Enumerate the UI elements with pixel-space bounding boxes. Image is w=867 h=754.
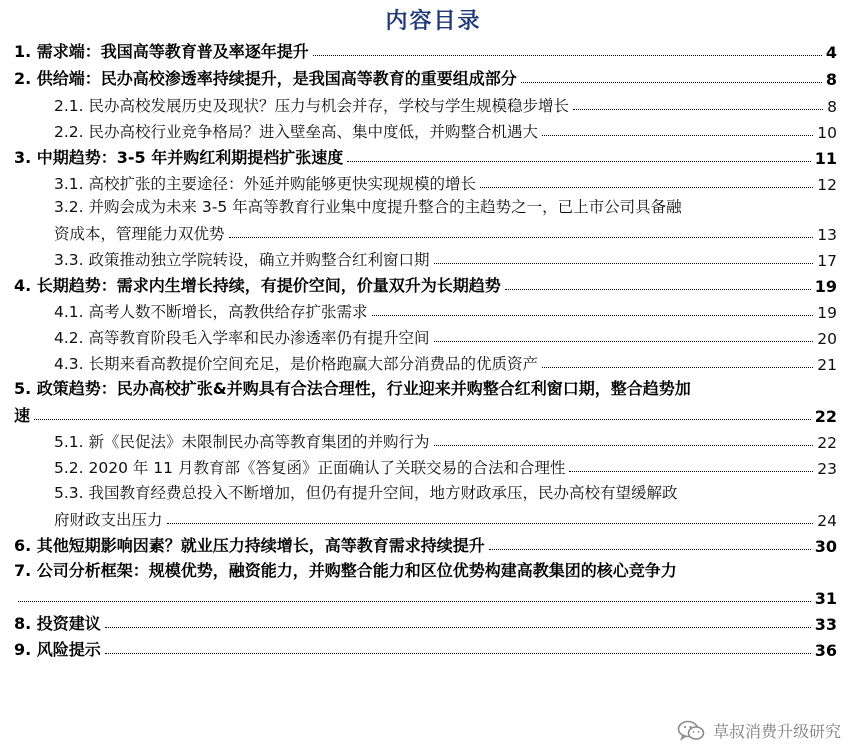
toc-page-number: 8 — [827, 98, 837, 116]
toc-entry-text: 4.3. 长期来看高教提价空间充足，是价格跑赢大部分消费品的优质资产 — [54, 355, 539, 373]
toc-page-number: 21 — [817, 356, 837, 374]
toc-leader — [105, 627, 811, 628]
toc-leader — [229, 237, 814, 238]
toc-entry-text: 4.2. 高等教育阶段毛入学率和民办渗透率仍有提升空间 — [54, 329, 430, 347]
toc-page-number: 8 — [825, 70, 837, 89]
toc-leader — [542, 367, 813, 368]
toc-entry[interactable] — [0, 528, 867, 556]
toc-page-number: 11 — [814, 149, 837, 168]
watermark — [677, 719, 841, 742]
toc-entry-first-line: 7. 公司分析框架：规模优势，融资能力，并购整合能力和区位优势构建高教集团的核心竞争力 — [14, 561, 677, 580]
toc-leader — [480, 187, 813, 188]
toc-page-number: 22 — [814, 407, 837, 426]
toc-entry-text: 资成本，管理能力双优势 — [54, 225, 225, 243]
toc-entry[interactable] — [0, 372, 867, 426]
toc-leader — [521, 82, 822, 83]
toc-page-number: 19 — [814, 277, 837, 296]
toc-page-number: 20 — [817, 330, 837, 348]
toc-leader — [434, 445, 814, 446]
toc-page-number: 17 — [817, 252, 837, 270]
toc-entry[interactable] — [0, 61, 867, 89]
toc-entry-text: 2. 供给端：民办高校渗透率持续提升，是我国高等教育的重要组成部分 — [14, 69, 517, 88]
toc-entry-text: 3.1. 高校扩张的主要途径：外延并购能够更快实现规模的增长 — [54, 175, 477, 193]
toc-entry-text: 府财政支出压力 — [54, 511, 163, 529]
toc-page-number: 30 — [814, 537, 837, 556]
watermark-text: 草叔消费升级研究 — [712, 722, 841, 741]
toc-entry[interactable] — [0, 190, 867, 244]
toc-entry-text: 2.1. 民办高校发展历史及现状？压力与机会并存，学校与学生规模稳步增长 — [54, 97, 570, 115]
toc-page-number: 36 — [814, 641, 837, 660]
toc-page-number: 23 — [817, 460, 837, 478]
toc-leader — [573, 109, 823, 110]
toc-page-number: 4 — [825, 43, 837, 62]
toc-entry-first-line: 5.3. 我国教育经费总投入不断增加，但仍有提升空间，地方财政承压，民办高校有望缓解政 — [54, 484, 678, 502]
toc-leader — [434, 263, 814, 264]
toc-entry[interactable] — [0, 242, 867, 270]
toc-entry-text: 5.2. 2020 年 11 月教育部《答复函》正面确认了关联交易的合法和合理性 — [54, 459, 566, 477]
wechat-icon — [677, 720, 705, 742]
toc-leader — [34, 419, 811, 420]
toc-leader — [542, 135, 813, 136]
toc-leader — [569, 471, 813, 472]
toc-page-number: 22 — [817, 434, 837, 452]
toc-entry[interactable] — [0, 554, 867, 608]
toc-entry-text: 4. 长期趋势：需求内生增长持续，有提价空间，价量双升为长期趋势 — [14, 276, 501, 295]
toc-page-number: 24 — [817, 512, 837, 530]
toc-page-number: 31 — [814, 589, 837, 608]
toc-entry-text: 8. 投资建议 — [14, 614, 101, 633]
toc-entry[interactable] — [0, 606, 867, 634]
toc-page-number: 10 — [817, 124, 837, 142]
toc-leader — [505, 289, 811, 290]
toc-entry[interactable] — [0, 320, 867, 348]
toc-entry[interactable] — [0, 34, 867, 62]
toc-title: 内容目录 — [385, 9, 482, 34]
toc-page-number: 19 — [817, 304, 837, 322]
toc-entry[interactable] — [0, 294, 867, 322]
toc-entry[interactable] — [0, 632, 867, 660]
toc-entry-text: 9. 风险提示 — [14, 640, 101, 659]
toc-entry-text: 2.2. 民办高校行业竞争格局？进入壁垒高、集中度低，并购整合机遇大 — [54, 123, 539, 141]
toc-entry-text: 5.1. 新《民促法》未限制民办高等教育集团的并购行为 — [54, 433, 430, 451]
toc-entry-text: 速 — [14, 406, 31, 425]
toc-leader — [313, 55, 822, 56]
toc-entry[interactable] — [0, 346, 867, 374]
toc-entry[interactable] — [0, 114, 867, 142]
toc-entry[interactable] — [0, 450, 867, 478]
toc-page-number: 12 — [817, 176, 837, 194]
toc-leader — [434, 341, 814, 342]
toc-entry-first-line: 5. 政策趋势：民办高校扩张&并购具有合法合理性，行业迎来并购整合红利窗口期，整合趋势加 — [14, 379, 691, 398]
toc-entry-text: 4.1. 高考人数不断增长，高教供给存扩张需求 — [54, 303, 368, 321]
toc-page-number: 13 — [817, 226, 837, 244]
toc-entry[interactable] — [0, 88, 867, 116]
toc-leader — [489, 549, 811, 550]
toc-entry-text: 3.3. 政策推动独立学院转设，确立并购整合红利窗口期 — [54, 251, 430, 269]
toc-entry-text: 6. 其他短期影响因素？就业压力持续增长，高等教育需求持续提升 — [14, 536, 485, 555]
toc-entry-first-line: 3.2. 并购会成为未来 3-5 年高等教育行业集中度提升整合的主趋势之一，已上市公司具备融 — [54, 198, 682, 216]
toc-entry[interactable] — [0, 476, 867, 530]
toc-leader — [347, 161, 810, 162]
toc-entry-text: 3. 中期趋势：3-5 年并购红利期提档扩张速度 — [14, 148, 344, 167]
toc-entry[interactable] — [0, 140, 867, 168]
toc-leader — [372, 315, 814, 316]
toc-entry[interactable] — [0, 424, 867, 452]
toc-leader — [18, 601, 811, 602]
toc-entry-text: 1. 需求端：我国高等教育普及率逐年提升 — [14, 42, 309, 61]
toc-entry[interactable] — [0, 268, 867, 296]
toc-leader — [105, 653, 811, 654]
toc-page-number: 33 — [814, 615, 837, 634]
toc-leader — [167, 523, 814, 524]
